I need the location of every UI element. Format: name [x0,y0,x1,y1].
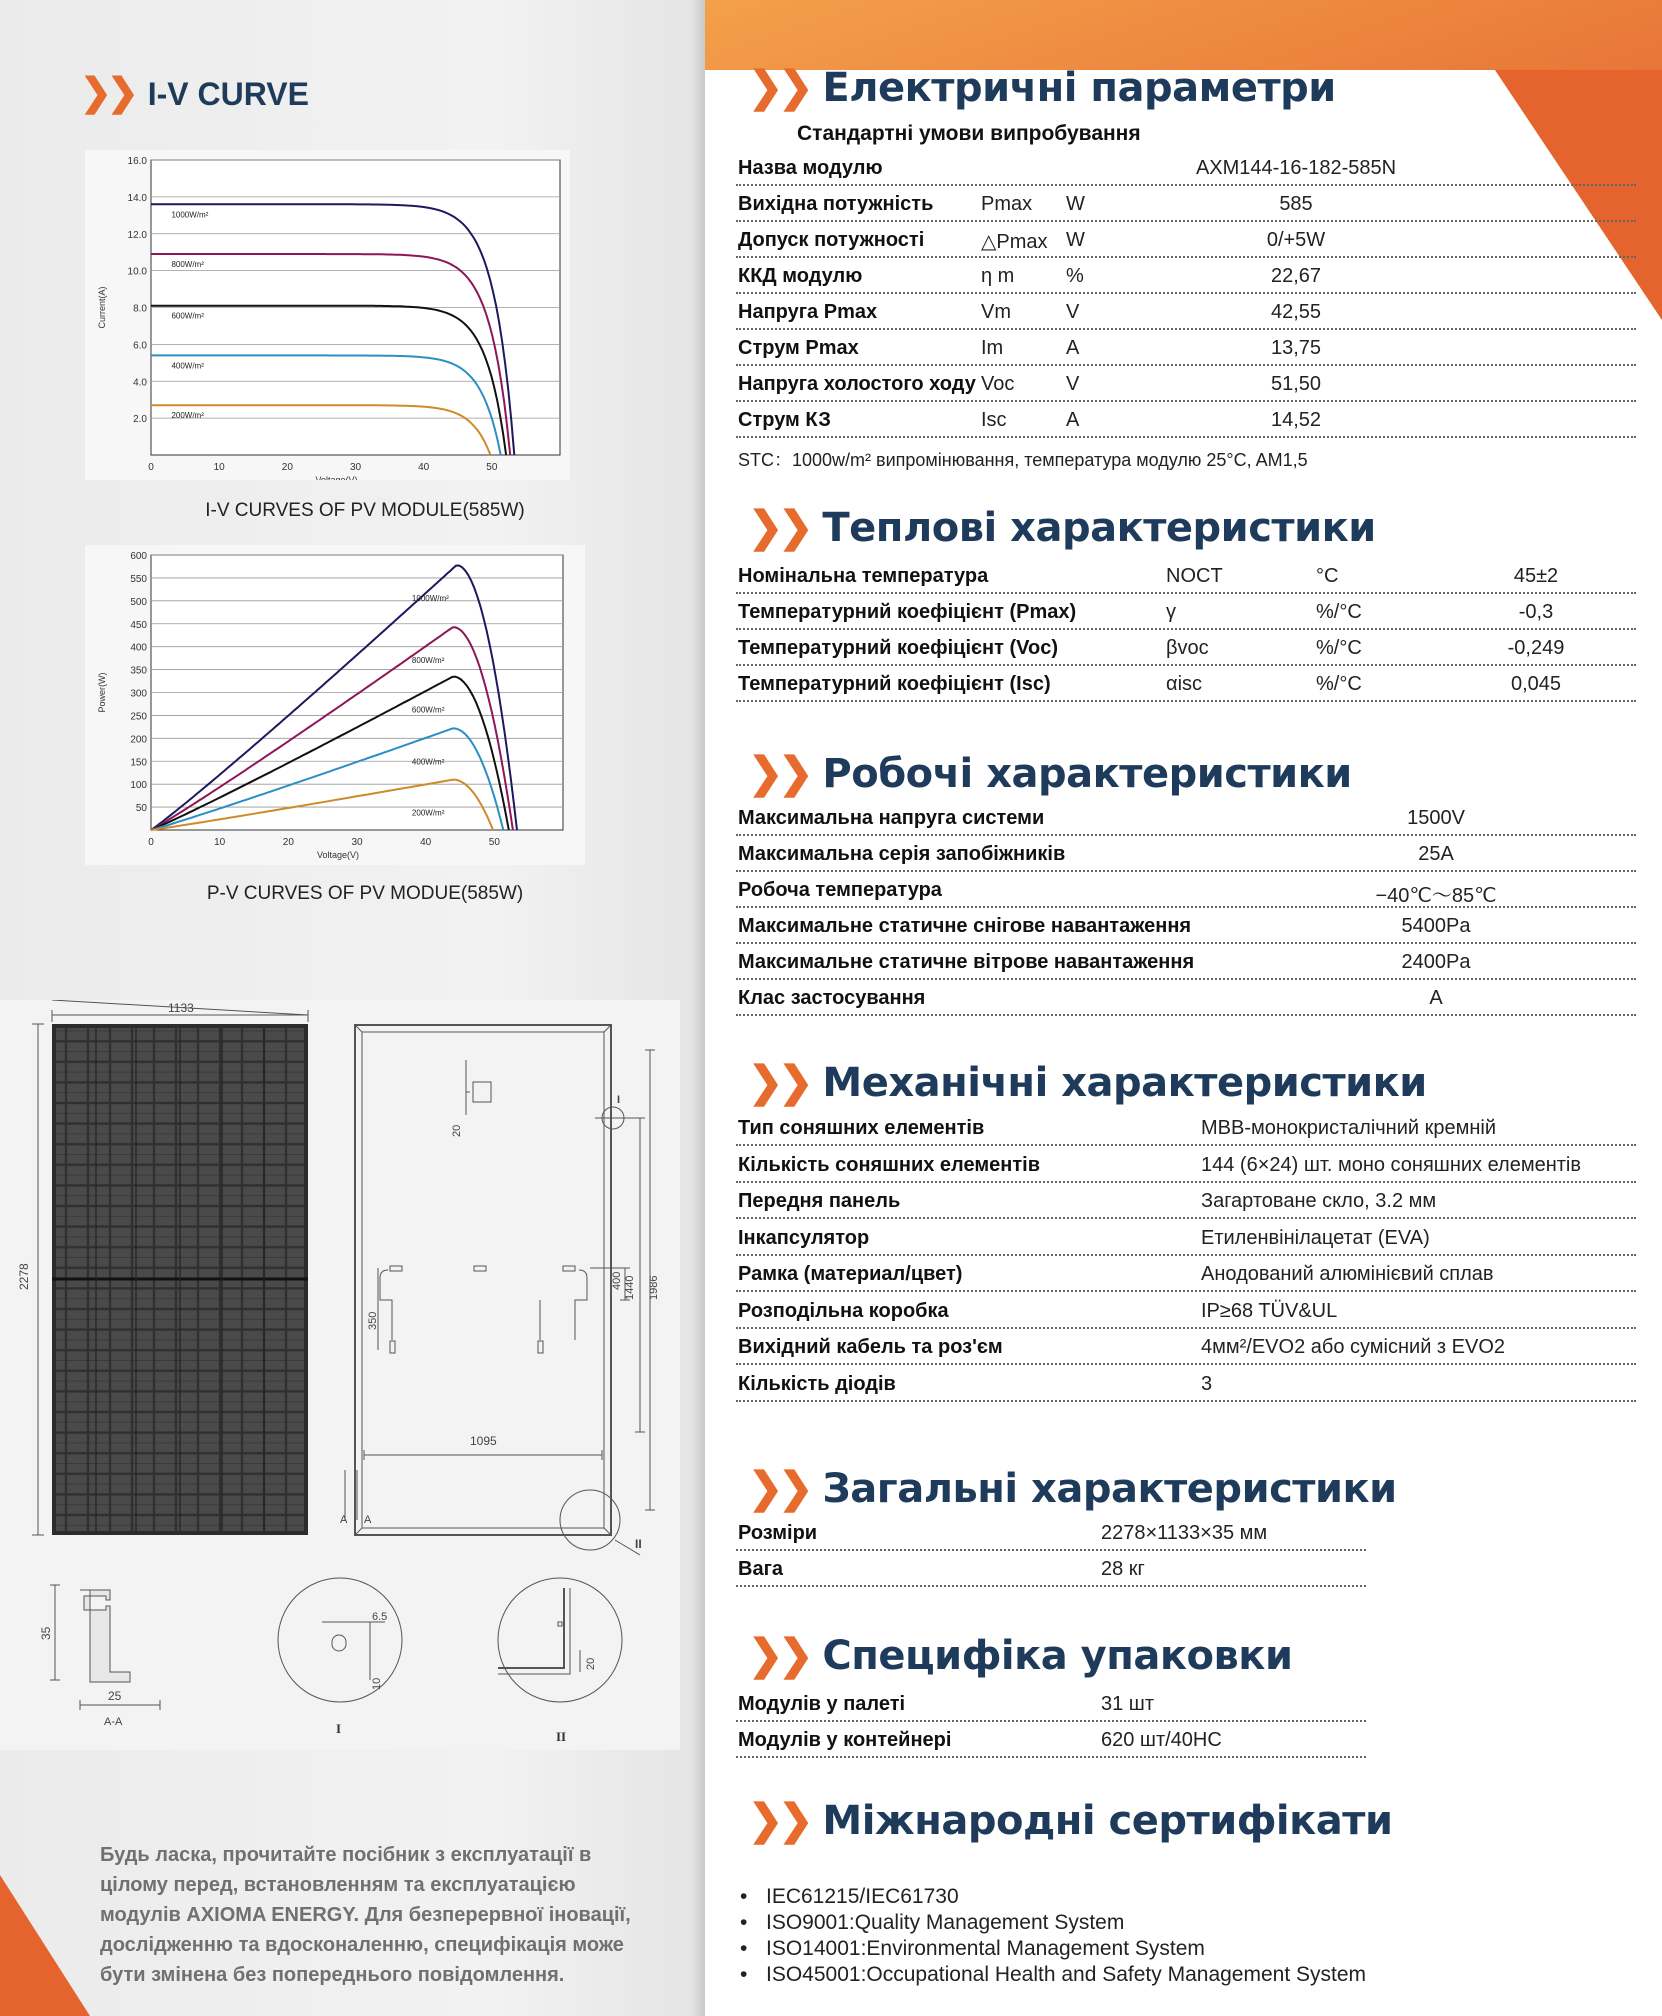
thermal-val: -0,3 [1518,601,1554,623]
x-tick-label: 40 [420,837,432,848]
certificates-title-text: Міжнародні сертифікати [822,1798,1393,1844]
operating-row [736,980,1636,1016]
mechanical-row [736,1147,1636,1183]
certificate-item [740,1963,1366,1987]
detail-I-caption: I [336,1721,342,1736]
mechanical-label: Передня панель [738,1190,901,1212]
electrical-val: 14,52 [1270,409,1322,431]
y-tick-label: 12.0 [127,229,147,241]
detail-I-10-label: 10 [371,1677,383,1690]
chevron-icon: ❯❯ [80,72,134,114]
electrical-unit: % [1066,265,1084,287]
detail-mark-I: I [617,1094,621,1106]
mechanical-title [748,1057,1427,1106]
frame-height-label: 35 [39,1626,53,1640]
general-title [748,1463,1397,1512]
electrical-unit: V [1066,301,1080,323]
frame-width-label: 25 [108,1689,122,1703]
mechanical-row [736,1220,1636,1256]
electrical-title [748,62,1336,111]
electrical-label: ККД модулю [738,265,863,287]
bullet-icon: • [740,1885,748,1908]
mechanical-row [736,1366,1636,1402]
certificate-text: ISO9001:Quality Management System [766,1911,1125,1934]
mechanical-val: 144 (6×24) шт. моно соняшних елементів [1201,1153,1581,1176]
operating-val: 25A [1418,843,1454,865]
x-tick-label: 50 [488,837,500,848]
detail-I-drawing [278,1578,402,1702]
thermal-sym: NOCT [1166,565,1223,587]
general-label: Розміри [738,1522,818,1544]
frame-section-label: A-A [104,1716,123,1728]
mechanical-val: Етиленвінілацетат (EVA) [1201,1226,1430,1249]
y-tick-label: 350 [130,665,147,677]
operating-val: −40℃～85℃ [1375,885,1497,907]
electrical-row [736,150,1636,186]
chevron-icon: ❯❯ [748,1796,809,1843]
thermal-row [736,558,1636,594]
thermal-unit: %/°C [1316,637,1362,659]
section-mark-A-right: A [364,1514,372,1526]
electrical-unit: W [1066,229,1085,251]
thermal-sym: αisc [1166,673,1203,695]
electrical-val: 51,50 [1270,373,1322,395]
x-tick-label: 40 [418,462,430,473]
section-mark-A-left: A [340,1514,348,1526]
electrical-sym: Voc [981,373,1015,395]
y-axis-label: Power(W) [97,672,107,713]
pv-chart [85,545,585,865]
electrical-label: Допуск потужності [738,229,925,251]
iv-chart [85,150,570,480]
rear-view-drawing [345,1025,655,1555]
mechanical-val: IP≥68 TÜV&UL [1201,1299,1338,1322]
operating-val: 5400Pa [1401,915,1471,937]
x-tick-label: 10 [213,462,225,473]
packaging-label: Модулів у контейнері [738,1729,952,1751]
y-tick-label: 200 [130,734,147,746]
pv-chart-svg [85,545,585,865]
electrical-subtitle: Стандартні умови випробування [797,122,1141,145]
mechanical-row [736,1110,1636,1146]
operating-row [736,908,1636,944]
y-tick-label: 16.0 [127,156,147,167]
chevron-icon: ❯❯ [748,503,809,550]
dim-20-label: 20 [451,1124,463,1137]
electrical-sym: △Pmax [981,231,1048,253]
series-label: 1000W/m² [171,210,209,220]
operating-title-text: Робочі характеристики [822,751,1352,797]
dim-1986-label: 1986 [648,1275,660,1300]
y-tick-label: 2.0 [133,414,147,426]
y-tick-label: 400 [130,642,147,654]
y-tick-label: 300 [130,688,147,700]
series-label: 600W/m² [171,311,204,321]
mechanical-row [736,1293,1636,1329]
packaging-row [736,1722,1366,1758]
operating-row [736,872,1636,908]
mechanical-label: Кількість діодів [738,1372,896,1395]
y-tick-label: 14.0 [127,192,147,204]
mechanical-val: Загартоване скло, 3.2 мм [1201,1190,1437,1212]
y-tick-label: 8.0 [133,303,147,315]
certificates-title [748,1795,1392,1844]
packaging-val: 31 шт [1101,1693,1155,1715]
y-tick-label: 450 [130,619,147,631]
iv-curve-title: I-V CURVE [147,76,309,112]
mechanical-label: Розподільна коробка [738,1299,949,1322]
x-tick-label: 20 [282,837,294,848]
mechanical-title-text: Механічні характеристики [822,1060,1427,1106]
electrical-row [736,402,1636,438]
electrical-row [736,186,1636,222]
y-tick-label: 6.0 [133,340,147,352]
series-label: 400W/m² [411,757,445,767]
thermal-unit: %/°C [1316,673,1362,695]
y-tick-label: 4.0 [133,377,147,389]
thermal-title [748,502,1376,551]
series-label: 800W/m² [171,260,204,270]
electrical-sym: Im [981,337,1004,359]
operating-label: Робоча температура [738,879,942,901]
mechanical-label: Вихідний кабель та роз'єм [738,1336,1003,1358]
dim-width-label: 1133 [168,1001,194,1015]
electrical-val: 22,67 [1270,265,1322,287]
electrical-row [736,294,1636,330]
x-tick-label: 20 [281,462,293,473]
operating-label: Максимальна напруга системи [738,807,1045,829]
y-axis-label: Current(A) [97,286,107,329]
thermal-title-text: Теплові характеристики [822,505,1376,551]
operating-row [736,836,1636,872]
electrical-sym: Pmax [981,193,1033,215]
mechanical-row [736,1256,1636,1292]
y-tick-label: 50 [135,803,147,815]
electrical-title-text: Електричні параметри [822,65,1336,111]
electrical-val: AXM144-16-182-585N [1195,157,1397,179]
certificate-text: ISO14001:Environmental Management System [766,1937,1205,1960]
front-view-drawing [17,1000,308,1535]
thermal-label: Температурний коефіцієнт (Pmax) [738,601,1077,623]
electrical-label: Напруга холостого ходу [738,373,976,395]
x-tick-label: 50 [486,462,498,473]
packaging-title [748,1630,1292,1679]
chevron-icon: ❯❯ [748,1464,809,1511]
mechanical-label: Тип соняшних елементів [738,1117,985,1139]
certificate-item [740,1911,1124,1935]
electrical-row [736,258,1636,294]
packaging-val: 620 шт/40HC [1101,1729,1222,1751]
electrical-label: Напруга Pmax [738,301,878,323]
disclaimer-text: Будь ласка, прочитайте посібник з експлуатації в цілому перед, встановленням та експлуатацією модулів AXIOMA ENERGY. Для безперервної іновації, дослідженню та вдосконаленню, специфікація може бути змінена без попереднього повідомлення. [100,1844,631,1986]
bullet-icon: • [740,1963,748,1986]
series-label: 600W/m² [411,705,445,715]
operating-val: 2400Pa [1401,951,1471,973]
operating-label: Максимальна серія запобіжників [738,843,1066,865]
certificate-text: IEC61215/IEC61730 [766,1885,959,1908]
general-title-text: Загальні характеристики [822,1466,1397,1512]
thermal-row [736,666,1636,702]
mechanical-label: Кількість соняшних елементів [738,1153,1040,1176]
series-label: 800W/m² [411,655,445,665]
mechanical-label: Інкапсулятор [738,1226,870,1249]
corner-decoration [0,1875,90,2016]
electrical-label: Назва модулю [738,157,883,179]
y-tick-label: 550 [130,573,147,585]
dim-1440-label: 1440 [624,1275,636,1300]
y-tick-label: 150 [130,757,147,769]
thermal-label: Номінальна температура [738,565,989,587]
operating-title [748,748,1352,797]
operating-val: 1500V [1407,807,1465,829]
operating-row [736,800,1636,836]
thermal-label: Температурний коефіцієнт (Isc) [738,673,1051,695]
mechanical-val: MBB-монокристалічний кремній [1201,1117,1497,1139]
thermal-val: -0,249 [1507,637,1565,659]
detail-II-drawing [498,1578,622,1702]
bullet-icon: • [740,1937,748,1960]
certificate-item [740,1885,959,1909]
electrical-row [736,222,1636,258]
iv-curve-heading [80,70,309,115]
dim-height-label: 2278 [17,1263,31,1290]
chevron-icon: ❯❯ [748,63,809,110]
mechanical-row [736,1183,1636,1219]
electrical-row [736,330,1636,366]
operating-label: Клас застосування [738,987,926,1009]
thermal-unit: °C [1316,565,1339,587]
electrical-val: 13,75 [1270,337,1322,359]
thermal-label: Температурний коефіцієнт (Voc) [738,637,1058,659]
electrical-unit: W [1066,193,1085,215]
electrical-sym: Isc [981,409,1007,431]
x-axis-label: Voltage(V) [315,475,358,480]
operating-label: Максимальне статичне вітрове навантаження [738,951,1195,973]
certificate-item [740,1937,1205,1961]
electrical-val: 585 [1279,193,1313,215]
frame-section-drawing [50,1585,160,1710]
x-tick-label: 0 [148,462,154,473]
y-tick-label: 100 [130,780,147,792]
thermal-val: 0,045 [1510,673,1562,695]
packaging-row [736,1686,1366,1722]
x-tick-label: 30 [351,837,363,848]
electrical-row [736,366,1636,402]
electrical-label: Струм КЗ [738,409,831,431]
dim-350-label: 350 [367,1311,379,1330]
general-val: 2278×1133×35 мм [1101,1522,1268,1544]
dim-inner-width-label: 1095 [470,1434,497,1448]
pv-chart-caption: P-V CURVES OF PV MODUE(585W) [206,883,524,904]
x-axis-label: Voltage(V) [317,850,360,860]
series-label: 200W/m² [411,808,445,818]
technical-drawings [0,1000,680,1750]
detail-mark-II: II [635,1537,642,1551]
mechanical-label: Рамка (материал/цвет) [738,1263,963,1285]
packaging-title-text: Специфіка упаковки [822,1633,1293,1679]
thermal-row [736,630,1636,666]
thermal-unit: %/°C [1316,601,1362,623]
electrical-label: Струм Pmax [738,337,859,359]
operating-val: A [1429,987,1443,1009]
certificate-text: ISO45001:Occupational Health and Safety Management System [766,1963,1367,1986]
general-label: Вага [738,1558,784,1580]
iv-chart-svg [85,150,570,480]
series-label: 200W/m² [171,411,204,421]
general-row [736,1515,1366,1551]
x-tick-label: 0 [148,837,154,848]
electrical-val: 42,55 [1270,301,1322,323]
electrical-label: Вихідна потужність [738,193,934,215]
electrical-sym: η m [981,265,1015,287]
series-label: 400W/m² [171,361,204,371]
packaging-label: Модулів у палеті [738,1693,906,1715]
iv-chart-caption: I-V CURVES OF PV MODULE(585W) [205,500,525,521]
y-tick-label: 500 [130,596,147,608]
stc-note: STC：1000w/m² випромінювання, температура модулю 25°C, AM1,5 [738,450,1308,470]
general-val: 28 кг [1101,1558,1145,1580]
detail-II-caption: II [556,1729,567,1744]
detail-II-20-label: 20 [585,1657,597,1670]
operating-label: Максимальне статичне снігове навантаження [738,915,1192,937]
thermal-row [736,594,1636,630]
y-tick-label: 250 [130,711,147,723]
series-label: 1000W/m² [411,594,449,604]
mechanical-val: Анодований алюмінієвий сплав [1201,1263,1494,1285]
thermal-val: 45±2 [1513,565,1559,587]
chevron-icon: ❯❯ [748,749,809,796]
left-panel [0,0,705,2016]
operating-row [736,944,1636,980]
x-tick-label: 30 [349,462,362,473]
y-tick-label: 600 [130,551,147,562]
electrical-sym: Vm [981,301,1011,323]
mechanical-val: 3 [1201,1372,1213,1395]
electrical-unit: A [1066,409,1080,431]
thermal-sym: βvoc [1166,637,1209,659]
general-row [736,1551,1366,1587]
y-tick-label: 10.0 [127,266,147,278]
electrical-unit: V [1066,373,1080,395]
chevron-icon: ❯❯ [748,1631,809,1678]
electrical-val: 0/+5W [1266,229,1326,251]
dim-400-label: 400 [611,1271,623,1290]
module-drawings-svg [0,1000,680,1750]
bullet-icon: • [740,1911,748,1934]
mechanical-row [736,1329,1636,1365]
mechanical-val: 4мм²/EVO2 або сумісний з EVO2 [1201,1336,1506,1358]
panel-shadow [691,0,705,2016]
electrical-unit: A [1066,337,1080,359]
detail-I-65-label: 6.5 [372,1611,388,1623]
thermal-sym: γ [1166,601,1176,623]
chevron-icon: ❯❯ [748,1058,809,1105]
x-tick-label: 10 [214,837,226,848]
